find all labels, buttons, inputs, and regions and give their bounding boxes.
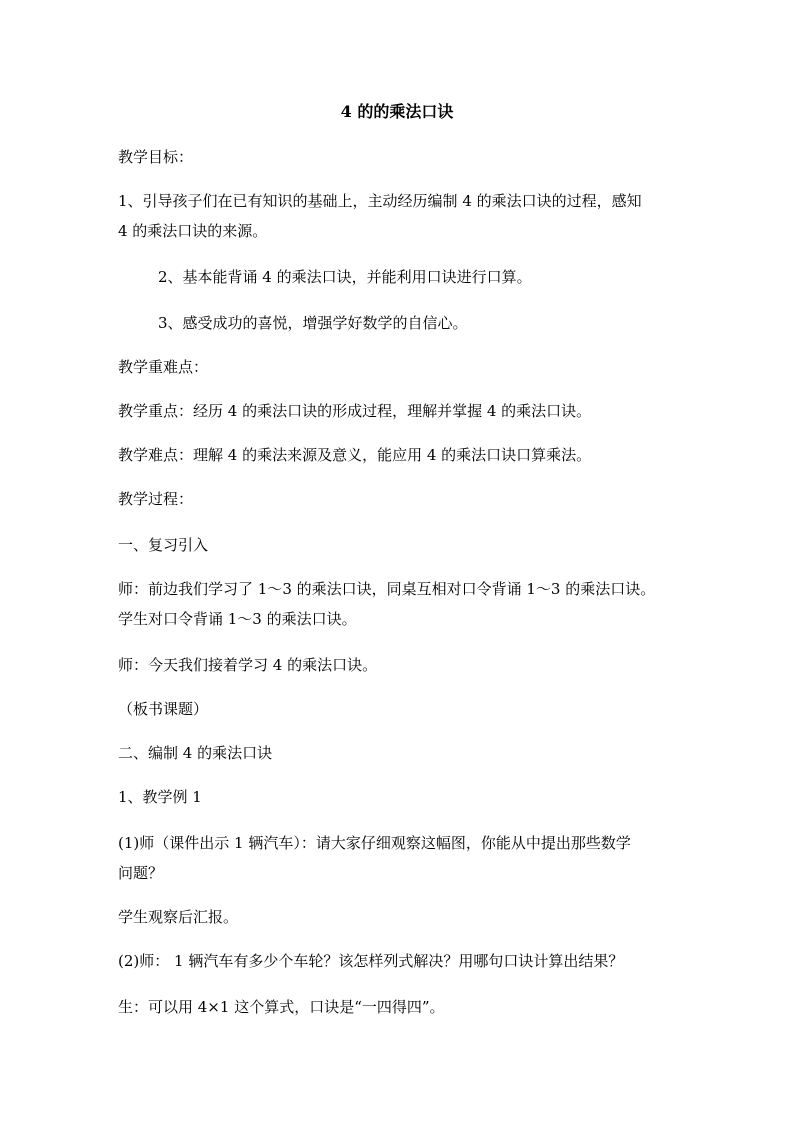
student-report: 学生观察后汇报。	[118, 908, 239, 926]
objective-3: 3、感受成功的喜悦，增强学好数学的自信心。	[158, 314, 468, 332]
board-title-note: （板书课题）	[118, 700, 209, 718]
document-title: 4 的的乘法口诀	[340, 102, 454, 121]
section-heading-objectives: 教学目标：	[118, 148, 194, 166]
example-heading: 1、教学例 1	[118, 788, 202, 806]
objective-1-line-1: 1、引导孩子们在已有知识的基础上，主动经历编制 4 的乘法口诀的过程，感知	[118, 192, 642, 210]
teacher-line-2: 师：今天我们接着学习 4 的乘法口诀。	[118, 656, 378, 674]
teacher-line-1: 师：前边我们学习了 1～3 的乘法口诀，同桌互相对口令背诵 1～3 的乘法口诀。	[118, 580, 656, 598]
section-heading-key-points: 教学重难点：	[118, 358, 209, 376]
difficult-point: 教学难点：理解 4 的乘法来源及意义，能应用 4 的乘法口诀口算乘法。	[118, 446, 592, 464]
objective-1-line-2: 4 的乘法口诀的来源。	[118, 222, 268, 240]
student-line-1: 学生对口令背诵 1～3 的乘法口诀。	[118, 610, 357, 628]
key-point: 教学重点：经历 4 的乘法口诀的形成过程，理解并掌握 4 的乘法口诀。	[118, 402, 592, 420]
teacher-question-1-line-2: 问题？	[118, 864, 164, 882]
student-answer: 生：可以用 4×1 这个算式，口诀是“一四得四”。	[118, 998, 445, 1016]
section-heading-process: 教学过程：	[118, 490, 194, 508]
objective-2: 2、基本能背诵 4 的乘法口诀，并能利用口诀进行口算。	[158, 268, 532, 286]
teacher-question-1-line-1: (1)师（课件出示 1 辆汽车）：请大家仔细观察这幅图，你能从中提出那些数学	[118, 834, 631, 852]
subsection-review: 一、复习引入	[118, 536, 209, 554]
subsection-compose: 二、编制 4 的乘法口诀	[118, 744, 273, 762]
teacher-question-2: (2)师： 1 辆汽车有多少个车轮？该怎样列式解决？用哪句口诀计算出结果？	[118, 952, 624, 970]
